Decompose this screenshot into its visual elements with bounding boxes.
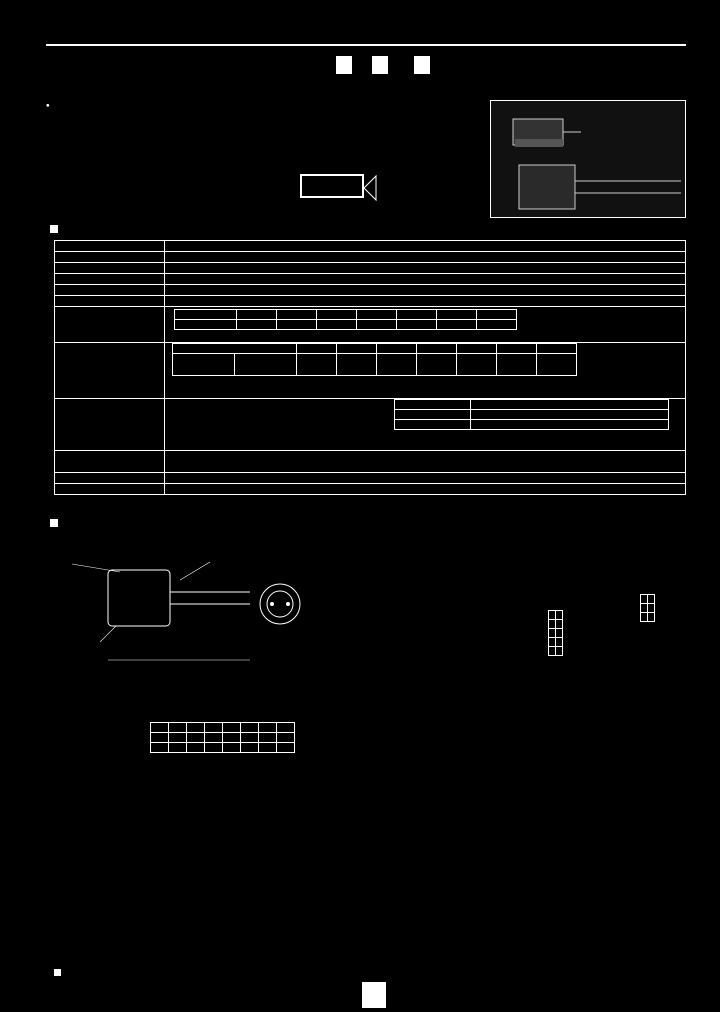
loadlife-table — [394, 399, 669, 430]
spec-value — [165, 451, 686, 473]
loadlife-key — [395, 400, 471, 410]
tan-table — [174, 309, 517, 330]
dim-cell — [151, 733, 169, 743]
spec-item — [55, 274, 165, 285]
specs-table — [54, 240, 686, 495]
voltage — [537, 344, 577, 354]
voltage — [297, 344, 337, 354]
spec-value — [165, 473, 686, 484]
header-rule — [46, 44, 686, 46]
imp-condition — [235, 354, 297, 376]
voltage — [417, 344, 457, 354]
tan-cell — [165, 307, 686, 343]
voltage — [237, 310, 277, 320]
cfg-header — [549, 611, 556, 620]
bullet-square-icon — [50, 225, 58, 233]
imp-ratio-label — [173, 354, 235, 376]
spec-item — [55, 399, 165, 451]
voltage — [477, 310, 517, 320]
series-box — [300, 174, 364, 198]
spec-item — [55, 296, 165, 307]
dim-cell — [223, 733, 241, 743]
spec-item — [55, 252, 165, 263]
dim-cell — [259, 743, 277, 753]
dim-cell — [151, 743, 169, 753]
spec-item — [55, 473, 165, 484]
imp-value — [377, 354, 417, 376]
voltage — [377, 344, 417, 354]
case-table — [640, 594, 655, 622]
cfg-cell — [556, 620, 563, 629]
radial-heading — [50, 518, 60, 529]
low-impedance-badge — [336, 56, 352, 74]
tan-max-label — [175, 320, 237, 330]
tan-value — [237, 320, 277, 330]
tan-value — [437, 320, 477, 330]
spec-value — [165, 285, 686, 296]
spec-item — [55, 285, 165, 296]
bullet-square-icon — [54, 969, 61, 976]
cfg-cell — [549, 647, 556, 656]
spec-value — [165, 484, 686, 495]
dim-cell — [277, 743, 295, 753]
case-cell — [641, 604, 648, 613]
voltage — [457, 344, 497, 354]
imp-value — [537, 354, 577, 376]
tan-value — [477, 320, 517, 330]
case-header — [648, 595, 655, 604]
case-cell — [648, 604, 655, 613]
dim-cell — [205, 743, 223, 753]
spec-value — [165, 263, 686, 274]
dim-header — [277, 723, 295, 733]
capacitor-image — [491, 101, 687, 219]
dim-cell — [223, 743, 241, 753]
self-adhesive-icon — [414, 56, 430, 74]
product-photo — [490, 100, 686, 218]
spec-item — [55, 484, 165, 495]
dim-cell — [241, 743, 259, 753]
spec-item — [55, 451, 165, 473]
dim-cell — [187, 743, 205, 753]
rated-voltage-label — [173, 344, 297, 354]
lowtemp-cell — [165, 343, 686, 399]
loadlife-cell — [165, 399, 686, 451]
config-table — [548, 610, 563, 656]
dim-header — [241, 723, 259, 733]
dim-header — [187, 723, 205, 733]
spec-item — [55, 263, 165, 274]
dim-cell — [277, 733, 295, 743]
spec-value — [165, 274, 686, 285]
loadlife-value — [471, 400, 669, 410]
loadlife-text — [168, 399, 390, 430]
dim-cell — [169, 743, 187, 753]
spec-header-item — [55, 241, 165, 252]
dim-header — [169, 723, 187, 733]
voltage — [337, 344, 377, 354]
dim-header — [151, 723, 169, 733]
spec-header-perf — [165, 241, 686, 252]
imp-value — [497, 354, 537, 376]
cfg-cell — [556, 638, 563, 647]
imp-value — [417, 354, 457, 376]
radial-lead-drawing — [60, 552, 320, 682]
lowtemp-table — [172, 343, 577, 376]
dim-cell — [259, 733, 277, 743]
dimension-table — [150, 722, 295, 753]
imp-value — [457, 354, 497, 376]
spec-item — [55, 307, 165, 343]
spec-value — [165, 296, 686, 307]
voltage — [437, 310, 477, 320]
dim-header — [223, 723, 241, 733]
voltage — [317, 310, 357, 320]
cfg-cell — [556, 647, 563, 656]
voltage — [357, 310, 397, 320]
cfg-cell — [556, 629, 563, 638]
dim-cell — [187, 733, 205, 743]
spec-item — [55, 343, 165, 399]
case-header — [641, 595, 648, 604]
imp-value — [297, 354, 337, 376]
loadlife-key — [395, 420, 471, 430]
dimension-note-footer — [54, 968, 63, 977]
dim-cell — [169, 733, 187, 743]
voltage — [277, 310, 317, 320]
tan-value — [277, 320, 317, 330]
dim-cell — [205, 733, 223, 743]
cfg-cell — [549, 620, 556, 629]
loadlife-key — [395, 410, 471, 420]
tan-value — [397, 320, 437, 330]
long-life-badge — [372, 56, 388, 74]
cfg-header — [556, 611, 563, 620]
rated-voltage-label — [175, 310, 237, 320]
loadlife-value — [471, 410, 669, 420]
tan-value — [357, 320, 397, 330]
case-cell — [648, 613, 655, 622]
cfg-cell — [549, 629, 556, 638]
voltage — [397, 310, 437, 320]
cfg-cell — [549, 638, 556, 647]
case-cell — [641, 613, 648, 622]
tan-value — [317, 320, 357, 330]
specs-heading — [50, 224, 60, 235]
voltage — [497, 344, 537, 354]
imp-value — [337, 354, 377, 376]
dim-header — [259, 723, 277, 733]
page-number — [362, 982, 386, 1008]
spec-value — [165, 252, 686, 263]
dim-header — [205, 723, 223, 733]
frequency-chart — [482, 686, 692, 964]
arrow-icon — [364, 174, 378, 202]
dim-cell — [241, 733, 259, 743]
bullet-square-icon — [50, 519, 58, 527]
loadlife-value — [471, 420, 669, 430]
